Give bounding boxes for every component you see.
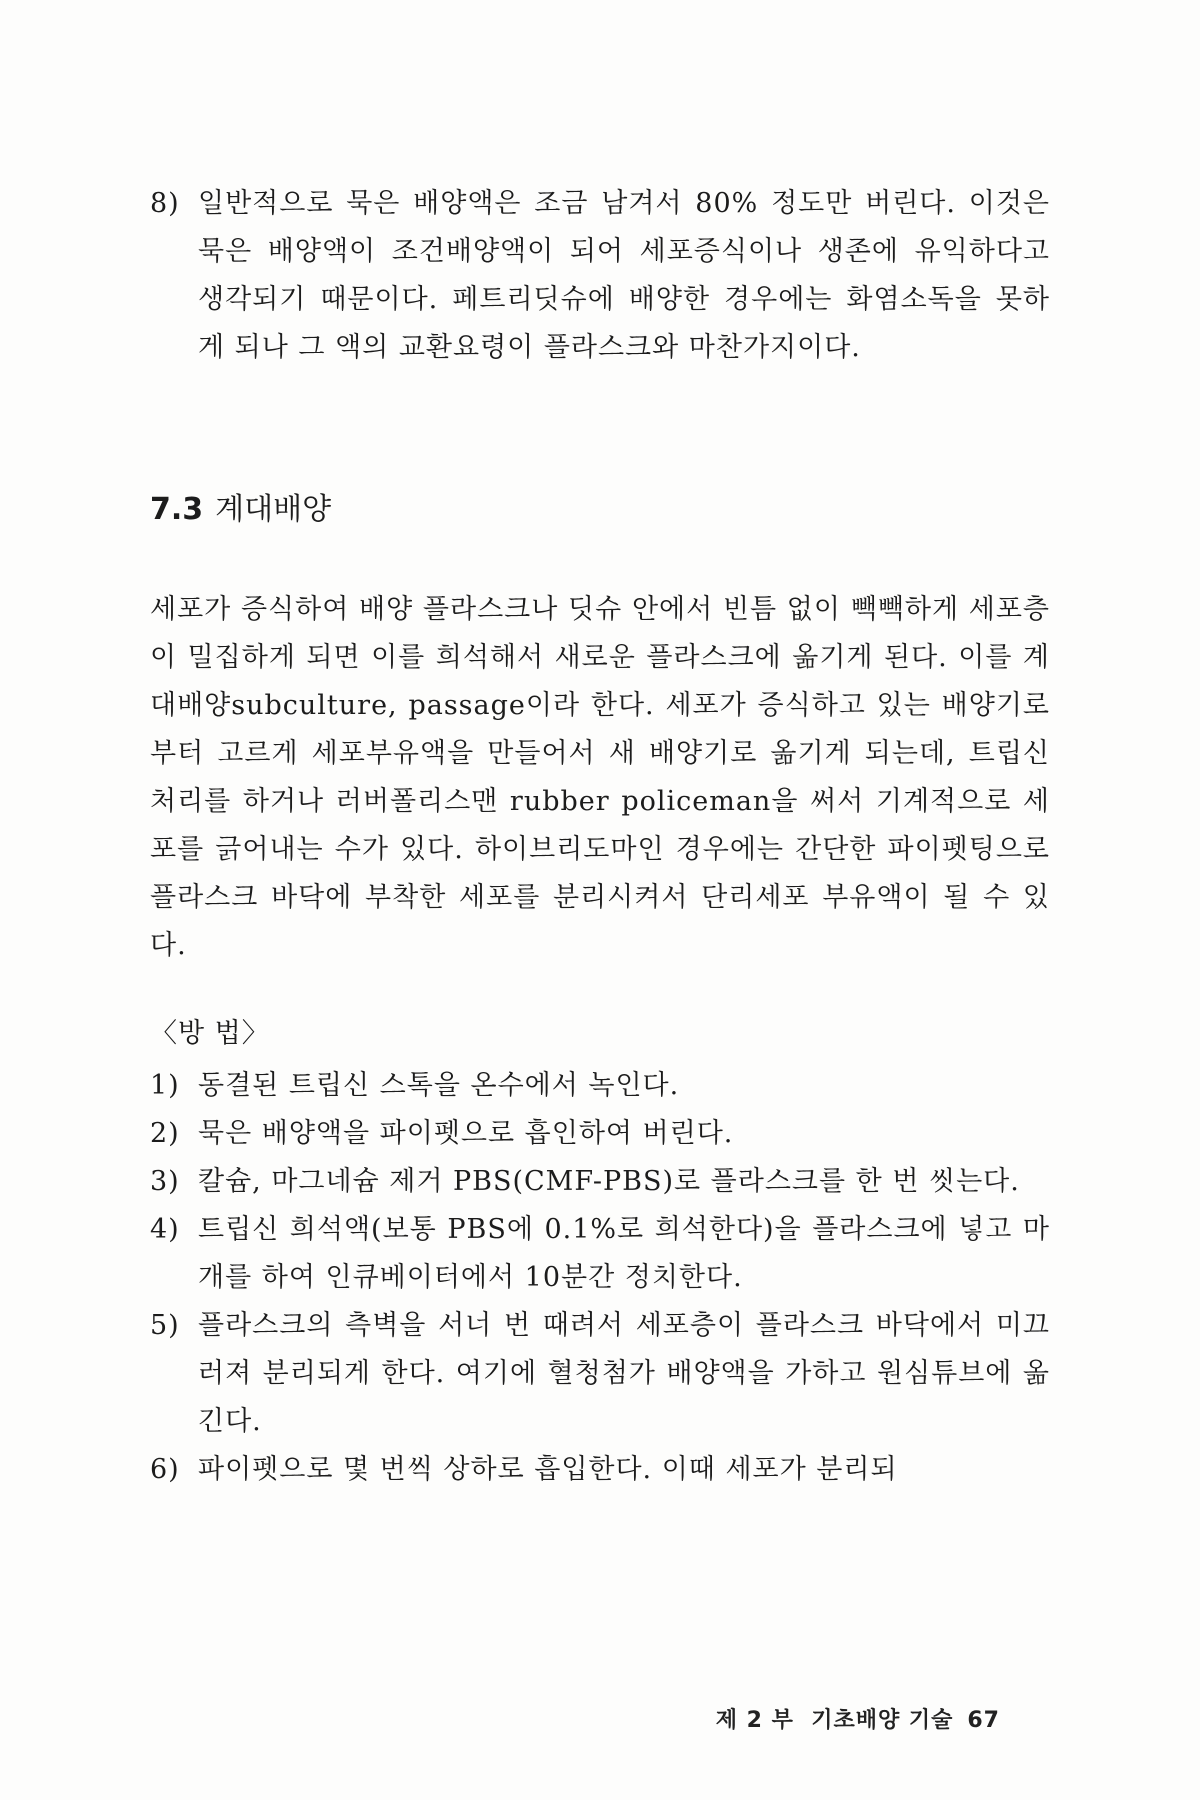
list-item [150,1158,1050,1206]
list-item-text: 칼슘, 마그네슘 제거 PBS(CMF-PBS)로 플라스크를 한 번 씻는다. [198,1166,1020,1197]
section-title: 계대배양 [215,492,332,527]
list-item-text: 동결된 트립신 스톡을 온수에서 녹인다. [198,1070,680,1101]
page-content [150,180,1050,1494]
list-item [150,1446,1050,1494]
list-item-number: 5) [150,1310,180,1341]
list-item-text: 플라스크의 측벽을 서너 번 때려서 세포층이 플라스크 바닥에서 미끄러져 분리되게 한다. 여기에 혈청첨가 배양액을 가하고 원심튜브에 옮긴다. [198,1310,1050,1437]
page-number: 67 [967,1708,1000,1733]
list-item-number: 1) [150,1070,180,1101]
method-heading: 〈방 법〉 [150,1018,270,1049]
body-paragraph: 세포가 증식하여 배양 플라스크나 딧슈 안에서 빈틈 없이 빽빽하게 세포층이 밀집하게 되면 이를 희석해서 새로운 플라스크에 옮기게 된다. 이를 계대배양subculture, passage이라 한다. 세포가 증식하고 있는 배양기로부터 고르게 세포부유액을 만들어서 새 배양기로 옮기게 되는데, 트립신 처리를 하거나 러버폴리스맨 rubber policeman을 써서 기계적으로 세포를 긁어내는 수가 있다. 하이브리도마인 경우에는 간단한 파이펫팅으로 플라스크 바닥에 부착한 세포를 분리시켜서 단리세포 부유액이 될 수 있다. [150,594,1050,961]
section-number: 7.3 [150,492,204,527]
list-item-number: 2) [150,1118,180,1149]
list-item-number: 4) [150,1214,180,1245]
method-steps [150,1062,1050,1494]
list-item-text: 묵은 배양액을 파이펫으로 흡인하여 버린다. [198,1118,734,1149]
section-heading [150,490,1050,530]
list-item [150,1206,1050,1302]
list-item-text: 일반적으로 묵은 배양액은 조금 남겨서 80% 정도만 버린다. 이것은 묵은 배양액이 조건배양액이 되어 세포증식이나 생존에 유익하다고 생각되기 때문이다. 페트리딧슈에 배양한 경우에는 화염소독을 못하게 되나 그 액의 교환요령이 플라스크와 마찬가지이다. [198,188,1050,363]
list-item-number: 3) [150,1166,180,1197]
list-item [150,1302,1050,1446]
list-item [150,1062,1050,1110]
running-footer-part: 제 2 부 기초배양 기술 [715,1708,954,1733]
list-item-text: 파이펫으로 몇 번씩 상하로 흡입한다. 이때 세포가 분리되 [198,1454,898,1485]
list-item-text: 트립신 희석액(보통 PBS에 0.1%로 희석한다)을 플라스크에 넣고 마개를 하여 인큐베이터에서 10분간 정치한다. [198,1214,1050,1293]
list-item [150,1110,1050,1158]
list-item-number: 6) [150,1454,180,1485]
list-item-8 [150,180,1050,372]
list-item-number: 8) [150,188,180,219]
page-footer [716,1703,1000,1734]
